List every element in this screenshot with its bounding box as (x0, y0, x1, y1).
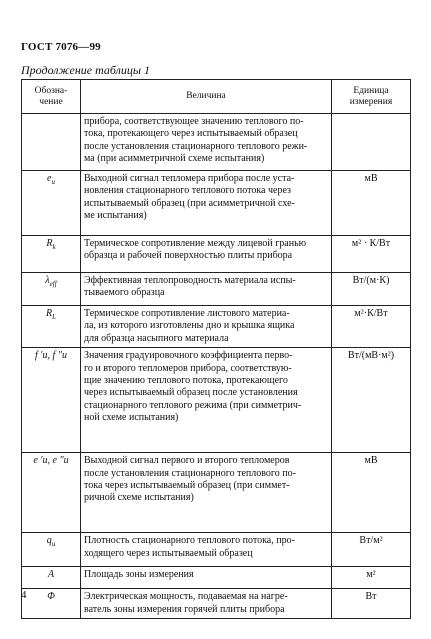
table-row (22, 453, 411, 533)
row-symbol (22, 533, 81, 567)
table-continuation-caption: Продолжение таблицы 1 (21, 63, 151, 77)
symbol-text: R (45, 308, 53, 319)
row-symbol (22, 348, 81, 453)
table-row (22, 589, 411, 619)
row-unit: м² (332, 567, 411, 589)
table-row (22, 273, 411, 306)
table-row (22, 236, 411, 273)
symbol-subscript: L (52, 313, 56, 321)
page-number: 4 (21, 589, 27, 601)
symbol-subscript: u (51, 178, 55, 186)
row-description: Выходной сигнал тепломера прибора после уста- новления стационарного теплового потока через испытываемый образец (при асимметричной схе- ме испытания) (81, 171, 332, 236)
row-description: Термическое сопротивление листового материа- ла, из которого изготовлены дно и крышка ящика для образца насыпного материала (81, 306, 332, 348)
document-code: ГОСТ 7076—99 (21, 41, 101, 53)
table-row (22, 533, 411, 567)
symbol-subscript: eff (49, 280, 57, 288)
row-symbol (22, 589, 81, 619)
table-row (22, 306, 411, 348)
row-description: Плотность стационарного теплового потока, про- ходящего через испытываемый образец (81, 533, 332, 567)
row-unit: Вт/(м·К) (332, 273, 411, 306)
symbol-text: q (46, 535, 52, 547)
symbol-text: Φ (47, 591, 55, 603)
row-description: Площадь зоны измерения (81, 567, 332, 589)
row-unit: м²·К/Вт (332, 306, 411, 348)
header-quantity: Величина (81, 80, 332, 114)
header-symbol: Обозна- чение (22, 80, 81, 114)
symbol-subscript: k (52, 243, 56, 251)
row-unit: мВ (332, 171, 411, 236)
symbol-text: R (46, 238, 53, 249)
table-row (22, 114, 411, 171)
symbol-subscript: u (51, 540, 56, 549)
row-symbol (22, 306, 81, 348)
quantities-table (21, 79, 411, 619)
row-symbol (22, 236, 81, 273)
row-symbol (22, 114, 81, 171)
symbol-text: A (47, 569, 55, 581)
header-unit: Единица измерения (332, 80, 411, 114)
row-symbol (22, 273, 81, 306)
row-symbol (22, 567, 81, 589)
row-unit: Вт/м² (332, 533, 411, 567)
table-row (22, 348, 411, 453)
row-unit: Вт (332, 589, 411, 619)
row-description: Термическое сопротивление между лицевой гранью образца и рабочей поверхностью плиты прибора (81, 236, 332, 273)
row-unit (332, 114, 411, 171)
table-row (22, 171, 411, 236)
row-unit: мВ (332, 453, 411, 533)
table-row (22, 567, 411, 589)
row-description: Значения градуировочного коэффициента перво- го и второго тепломеров прибора, соответствую- щие значению теплового потока, протекающего через испытываемый образец после установления стационарного теплового режима (при симметрич- ной схеме испытания) (81, 348, 332, 453)
symbol-text: e (47, 173, 52, 184)
row-symbol (22, 453, 81, 533)
symbol-text: f ′u, f ″u (35, 350, 67, 362)
row-description: Эффективная теплопроводность материала испы- тываемого образца (81, 273, 332, 306)
symbol-text: λ (45, 275, 50, 286)
row-description: Электрическая мощность, подаваемая на нагре- ватель зоны измерения горячей плиты прибора (81, 589, 332, 619)
row-unit: м² · К/Вт (332, 236, 411, 273)
symbol-text: e ′u, e ″u (33, 455, 69, 467)
row-description: прибора, соответствующее значению теплового по- тока, протекающего через испытываемый образец после установления стационарного теплового режи- ма (при асимметричной схеме испытания) (81, 114, 332, 171)
row-description: Выходной сигнал первого и второго тепломеров после установления стационарного теплового по- тока через испытываемый образец (при симмет- ричной схеме испытания) (81, 453, 332, 533)
table-header-row (22, 80, 411, 114)
row-unit: Вт/(мВ·м²) (332, 348, 411, 453)
row-symbol (22, 171, 81, 236)
